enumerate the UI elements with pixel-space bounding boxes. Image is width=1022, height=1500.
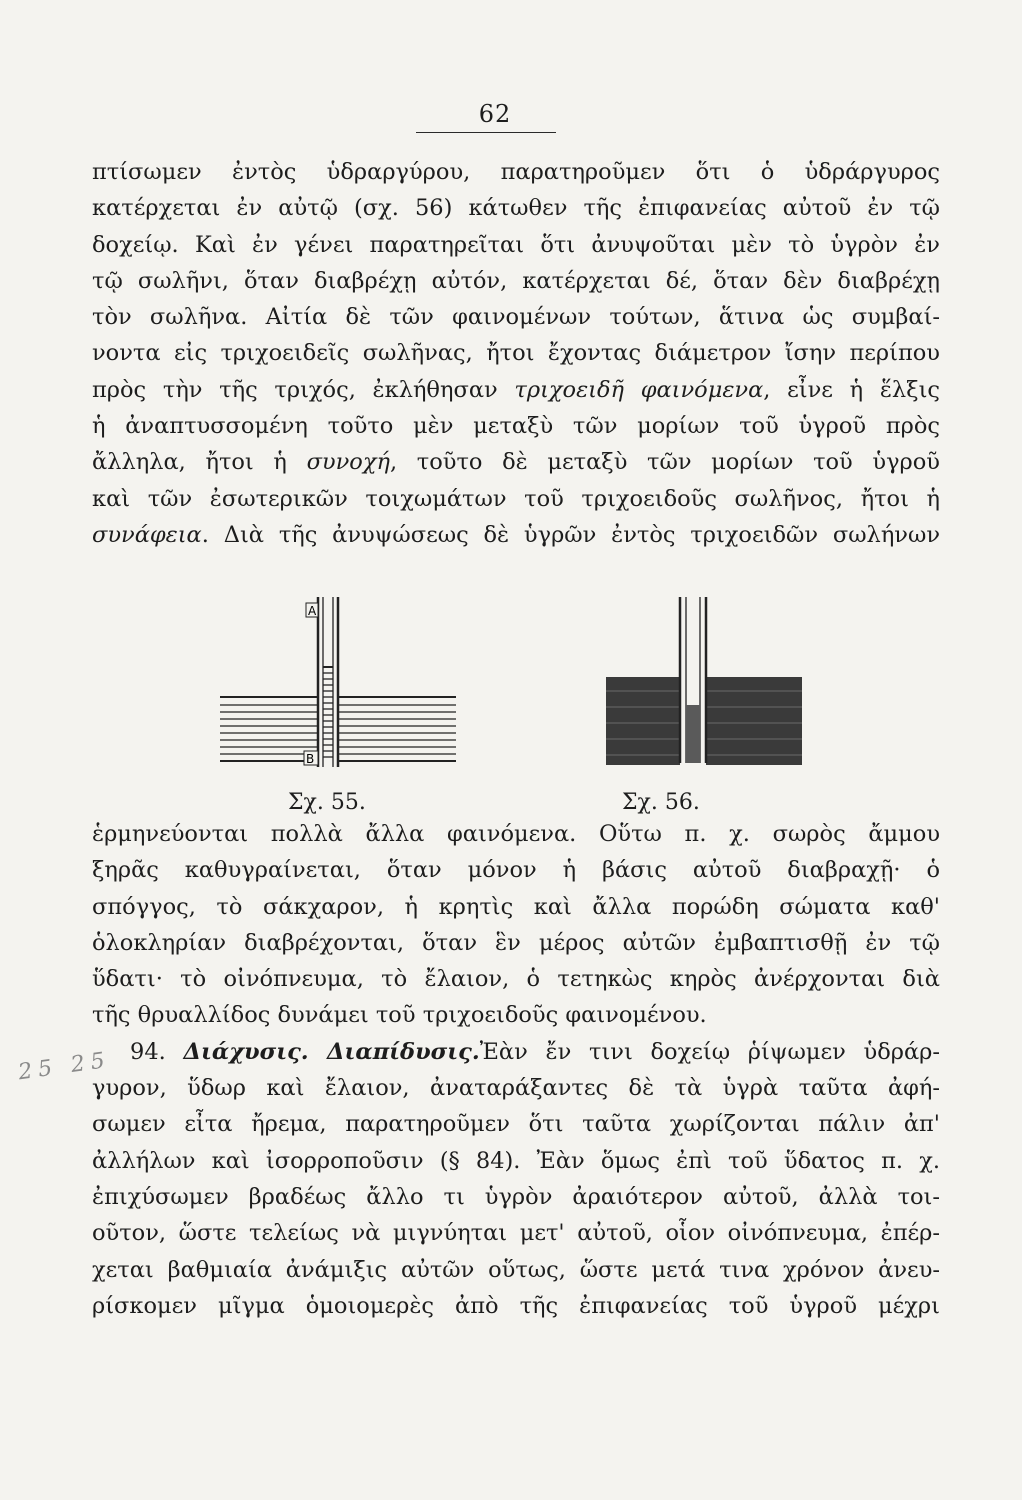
text-line: χεται βαθμιαία ἀνάμιξις αὐτῶν οὕτως, ὥστε μετά τινα χρόνον ἀνευ- [92, 1256, 940, 1283]
term-adhesion: συνάφεια [92, 521, 202, 548]
text-line: ρίσκομεν μῖγμα ὁμοιομερὲς ἀπὸ τῆς ἐπιφανείας τοῦ ὑγροῦ μέχρι [92, 1292, 940, 1319]
figure-56-caption: Σχ. 56. [622, 790, 700, 815]
text-line [92, 517, 940, 553]
text-line: γυρον, ὕδωρ καὶ ἔλαιον, ἀναταράξαντες δὲ τὰ ὑγρὰ ταῦτα ἀφή- [92, 1075, 940, 1102]
paragraph-bottom [92, 816, 940, 1324]
text-line: ὕδατι· τὸ οἰνόπνευμα, τὸ ἔλαιον, ὁ τετηκὼς κηρὸς ἀνέρχονται διὰ [92, 966, 940, 993]
text-line: οῦτον, ὥστε τελείως νὰ μιγνύηται μετ' αὐτοῦ, οἷον οἰνόπνευμα, ἐπέρ- [92, 1220, 940, 1247]
text-line: ἑρμηνεύονται πολλὰ ἄλλα φαινόμενα. Οὕτω π. χ. σωρὸς ἄμμου [92, 821, 940, 847]
text-line: σωμεν εἶτα ἤρεμα, παρατηροῦμεν ὅτι ταῦτα χωρίζονται πάλιν ἀπ' [92, 1111, 940, 1138]
text-line [92, 444, 940, 480]
section-94-heading-line [92, 1034, 940, 1070]
text-line: τὸν σωλῆνα. Αἰτία δὲ τῶν φαινομένων τούτων, ἅτινα ὡς συμβαί- [92, 304, 940, 331]
text-line: ἐπιχύσωμεν βραδέως ἄλλο τι ὑγρὸν ἀραιότερον αὐτοῦ, ἀλλὰ τοι- [92, 1183, 940, 1210]
text-line: νοντα εἰς τριχοειδεῖς σωλῆνας, ἤτοι ἔχοντας διάμετρον ἴσην περίπου [92, 340, 940, 367]
text-run: ἄλληλα, ἤτοι ἡ [92, 449, 307, 476]
text-line: πτίσωμεν ἐντὸς ὑδραργύρου, παρατηροῦμεν ὅτι ὁ ὑδράργυρος [92, 159, 940, 185]
text-line [92, 372, 940, 408]
figure-55-caption: Σχ. 55. [288, 790, 366, 815]
text-line: κατέρχεται ἐν αὐτῷ (σχ. 56) κάτωθεν τῆς ἐπιφανείας αὐτοῦ ἐν τῷ [92, 195, 940, 222]
text-line: ξηρᾶς καθυγραίνεται, ὅταν μόνον ἡ βάσις αὐτοῦ διαβραχῇ· ὁ [92, 857, 940, 884]
text-line: ἡ ἀναπτυσσομένη τοῦτο μὲν μεταξὺ τῶν μορίων τοῦ ὑγροῦ πρὸς [92, 413, 940, 440]
figure-55-drawing [218, 595, 458, 775]
text-run: , τοῦτο δὲ μεταξὺ τῶν μορίων τοῦ ὑγροῦ [389, 449, 940, 476]
text-run: πρὸς τὴν τῆς τριχός, ἐκλήθησαν [92, 376, 515, 403]
text-line: ὁλοκληρίαν διαβρέχονται, ὅταν ἓν μέρος αὐτῶν ἐμβαπτισθῇ ἐν τῷ [92, 929, 940, 956]
text-line: σπόγγος, τὸ σάκχαρον, ἡ κρητὶς καὶ ἄλλα πορώδη σώματα καθ' [92, 893, 940, 920]
term-capillary-phenomena: τριχοειδῆ φαινόμενα [514, 376, 764, 403]
header-rule [416, 132, 556, 133]
text-line: δοχείῳ. Καὶ ἐν γένει παρατηρεῖται ὅτι ἀνυψοῦται μὲν τὸ ὑγρὸν ἐν [92, 231, 940, 258]
figure-56 [604, 595, 804, 775]
term-cohesion: συνοχή [306, 449, 390, 476]
handwritten-margin-note: 25 25 [16, 1047, 113, 1086]
section-title: Διάχυσις. Διαπίδυσις. [183, 1038, 480, 1065]
figure-55 [218, 595, 458, 775]
text-line: τῆς θρυαλλίδος δυνάμει τοῦ τριχοειδοῦς φαινομένου. [92, 1002, 707, 1029]
text-line: ἀλλήλων καὶ ἰσορροποῦσιν (§ 84). Ἐὰν ὅμως ἐπὶ τοῦ ὕδατος π. χ. [92, 1147, 940, 1174]
text-run: . Διὰ τῆς ἀνυψώσεως δὲ ὑγρῶν ἐντὸς τριχοειδῶν σωλήνων [201, 521, 940, 548]
text-run: , εἶνε ἡ ἕλξις [763, 376, 940, 403]
label-b: B [306, 752, 315, 766]
page-number: 62 [478, 100, 512, 128]
paragraph-top [92, 154, 940, 553]
text-line: καὶ τῶν ἐσωτερικῶν τοιχωμάτων τοῦ τριχοειδοῦς σωλῆνος, ἤτοι ἡ [92, 485, 940, 512]
label-a: A [308, 604, 317, 618]
text-line: τῷ σωλῆνι, ὅταν διαβρέχῃ αὐτόν, κατέρχεται δέ, ὅταν δὲν διαβρέχῃ [92, 267, 940, 294]
text-run: Ἐὰν ἔν τινι δοχείῳ ῥίψωμεν ὑδράρ- [479, 1038, 940, 1065]
section-number: 94. [130, 1038, 166, 1065]
figure-56-drawing [604, 595, 804, 775]
